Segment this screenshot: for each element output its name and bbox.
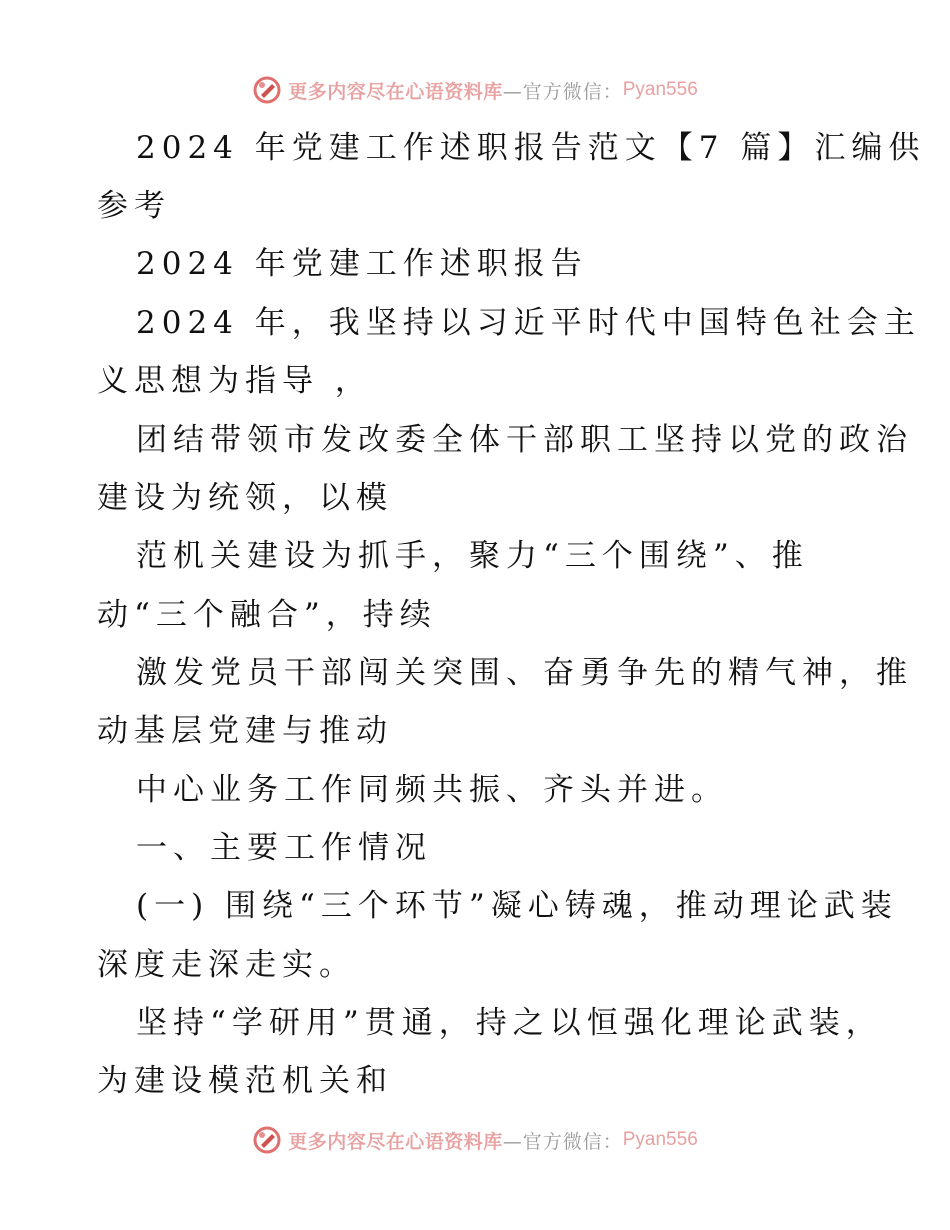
watermark-wechat-id: Pyan556 [622,79,698,100]
watermark-header [0,72,950,108]
paragraph-line: 为建设模范机关和 [97,1063,393,1099]
paragraph-line: 中心业务工作同频共振、齐头并进。 [136,772,728,808]
watermark-sub-text: —官方微信： [502,1130,623,1153]
paragraph-line: 动基层党建与推动 [97,713,393,749]
paragraph-line: 义思想为指导 ， [97,363,372,399]
watermark-main-text: 更多内容尽在心语资料库 [288,1130,503,1153]
paragraph-line: 团结带领市发改委全体干部职工坚持以党的政治 [136,422,913,458]
watermark-wechat-id: Pyan556 [622,1129,698,1150]
paragraph-line: 激发党员干部闯关突围、奋勇争先的精气神，推 [136,655,913,691]
subsection-heading: (一) 围绕“三个环节”凝心铸魂，推动理论武装 [136,888,898,924]
subsection-heading-cont: 深度走深走实。 [97,947,356,983]
watermark-sub-text: —官方微信： [502,80,623,103]
watermark-footer [0,1122,950,1158]
paragraph-line: 建设为统领，以模 [97,480,393,516]
paragraph-line: 坚持“学研用”贯通，持之以恒强化理论武装， [136,1005,883,1041]
paragraph-line: 范机关建设为抓手，聚力“三个围绕”、推 [136,538,809,574]
brand-logo-icon [252,1125,282,1155]
paragraph-line: 2024 年，我坚持以习近平时代中国特色社会主 [136,305,921,341]
report-heading: 2024 年党建工作述职报告 [136,246,588,282]
document-title: 2024 年党建工作述职报告范文【7 篇】汇编供 [136,130,926,166]
watermark-main-text: 更多内容尽在心语资料库 [288,80,503,103]
document-title-cont: 参考 [97,188,171,224]
brand-logo-icon [252,75,282,105]
paragraph-line: 动“三个融合”，持续 [97,597,437,633]
section-heading: 一、主要工作情况 [136,830,432,866]
